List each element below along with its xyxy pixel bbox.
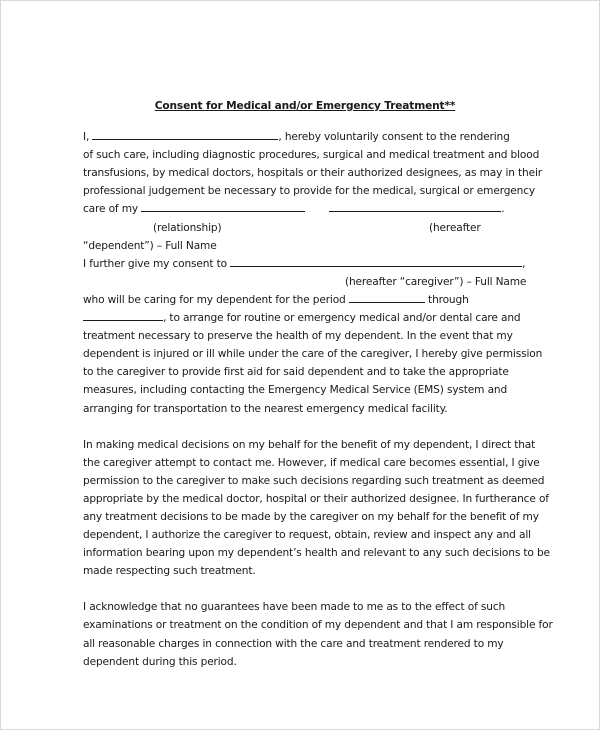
text-line xyxy=(83,309,523,327)
paragraph-consent xyxy=(83,128,543,418)
text-line xyxy=(83,255,526,273)
text: through xyxy=(424,293,469,306)
parent-name-blank[interactable] xyxy=(92,128,278,140)
text-line: I acknowledge that no guarantees have been made to me as to the effect of such xyxy=(83,601,506,614)
text: who will be caring for my dependent for the period xyxy=(83,293,349,306)
text: I, xyxy=(83,131,93,144)
paragraph-acknowledgement xyxy=(83,598,553,670)
paragraph-spacer xyxy=(83,580,523,598)
text: care of my xyxy=(83,203,142,216)
text-line: In making medical decisions on my behalf for the benefit of my dependent, I direct that xyxy=(83,438,536,451)
text-line: appropriate by the medical doctor, hospital or their authorized designee. In furtherance of xyxy=(83,492,549,505)
text-line xyxy=(83,219,523,237)
text-line: treatment necessary to preserve the health of my dependent. In the event that my xyxy=(83,330,513,343)
text: , hereby voluntarily consent to the rendering xyxy=(278,131,510,144)
document-title: Consent for Medical and/or Emergency Treatment** xyxy=(154,100,456,112)
text-line: professional judgement be necessary to provide for the medical, surgical or emergency xyxy=(83,185,536,198)
period-start-blank[interactable] xyxy=(349,291,425,303)
text: , xyxy=(522,257,526,270)
relationship-blank[interactable] xyxy=(141,200,305,212)
text-line: to the caregiver to provide first aid for said dependent and to take the appropriate xyxy=(83,366,509,379)
text-line: made respecting such treatment. xyxy=(83,565,256,578)
text-line: dependent is injured or ill while under the care of the caregiver, I hereby give permission xyxy=(83,348,543,361)
text-line xyxy=(83,200,523,218)
dependent-name-blank[interactable] xyxy=(329,200,501,212)
period-end-blank[interactable] xyxy=(83,309,163,321)
text-line xyxy=(83,273,527,291)
text: I further give my consent to xyxy=(83,257,231,270)
paragraph-medical-decisions xyxy=(83,436,550,581)
caregiver-name-blank[interactable] xyxy=(230,255,522,267)
text-line: information bearing upon my dependent’s health and relevant to any such decisions to be xyxy=(83,547,550,560)
text-line: any treatment decisions to be made by the caregiver on my behalf for the benefit of my xyxy=(83,510,539,523)
text-line: all reasonable charges in connection with the care and treatment rendered to my xyxy=(83,637,504,650)
text-line xyxy=(83,128,523,146)
text-line: arranging for transportation to the nearest emergency medical facility. xyxy=(83,402,448,415)
text-line: permission to the caregiver to make such decisions regarding such treatment as deemed xyxy=(83,474,545,487)
text-line: transfusions, by medical doctors, hospitals or their authorized designees, as may in their xyxy=(83,167,542,180)
text-line xyxy=(83,291,523,309)
document-body xyxy=(83,97,553,671)
text-line: measures, including contacting the Emergency Medical Service (EMS) system and xyxy=(83,384,508,397)
text-line: the caregiver attempt to contact me. However, if medical care becomes essential, I give xyxy=(83,456,540,469)
text-line: “dependent”) – Full Name xyxy=(83,239,217,252)
text-line: dependent, I authorize the caregiver to request, obtain, review and inspect any and all xyxy=(83,529,531,542)
text: , to arrange for routine or emergency medical and/or dental care and xyxy=(163,312,521,325)
relationship-label: (relationship) xyxy=(153,221,222,234)
text-line: dependent during this period. xyxy=(83,655,237,668)
text-line: of such care, including diagnostic procedures, surgical and medical treatment and blood xyxy=(83,149,540,162)
caregiver-label: (hereafter “caregiver”) – Full Name xyxy=(345,275,527,288)
text: . xyxy=(501,203,505,216)
text-line: examinations or treatment on the condition of my dependent and that I am responsible for xyxy=(83,619,553,632)
paragraph-spacer xyxy=(83,418,523,436)
hereafter-label: (hereafter xyxy=(429,221,481,234)
